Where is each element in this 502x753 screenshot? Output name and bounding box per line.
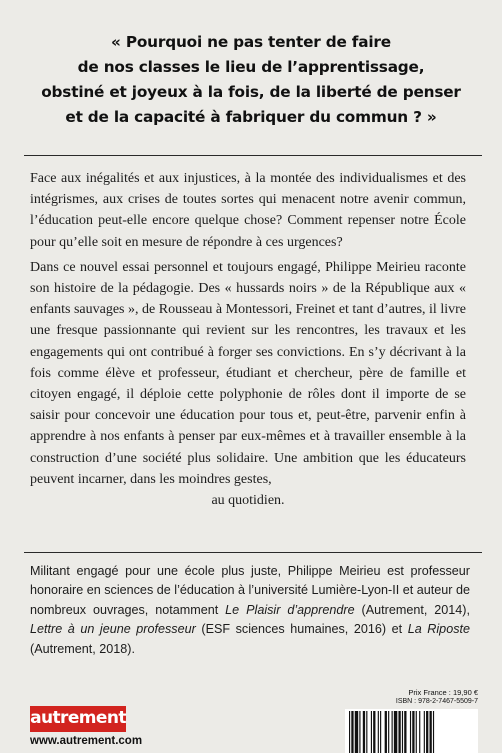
publisher-url[interactable]: www.autrement.com (30, 735, 143, 747)
bio-text-2: (Autrement, 2014), (354, 602, 470, 617)
bio-text-4: (Autrement, 2018). (30, 641, 135, 656)
blurb-paragraph-1: Face aux inégalités et aux injustices, à la montée des individualismes et des intégrismes, aux crises de toutes sortes qui menacent notre avenir commun, l’éducation peut-elle encore quelque chose? Comment repenser notre École pour qu’elle soit en mesure de répondre à ces urgences? (30, 171, 466, 250)
publisher-logo: autrement (30, 706, 126, 732)
barcode-icon (345, 709, 478, 753)
book-title-1: Le Plaisir d’apprendre (225, 602, 355, 617)
quote-line-4: et de la capacité à fabriquer du commun ? » (65, 108, 437, 126)
pull-quote (28, 30, 474, 130)
blurb-text (30, 168, 466, 511)
quote-line-1: « Pourquoi ne pas tenter de faire (111, 33, 391, 51)
author-bio (30, 562, 470, 659)
blurb-paragraph-2-end: au quotidien. (211, 493, 285, 509)
isbn-label: ISBN : 978-2-7467-5509-7 (395, 698, 478, 705)
quote-line-3: obstiné et joyeux à la fois, de la liberté de penser (41, 83, 461, 101)
price-label: Prix France : 19,90 € (408, 688, 478, 697)
book-title-2: Lettre à un jeune professeur (30, 622, 196, 637)
bio-text-1: Militant engagé pour une école plus juste, Philippe Meirieu est professeur honoraire en sciences de l’éducation à l’université Lumière-Lyon-II et auteur de nombreux ouvrages, notamment (30, 564, 470, 617)
divider-bottom (24, 552, 482, 553)
blurb-paragraph-2: Dans ce nouvel essai personnel et toujours engagé, Philippe Meirieu raconte son histoire de la pédagogie. Des « hussards noirs » de la République aux « enfants sauvages », de Rousseau à Montessori, Freinet et tant d’autres, il livre une fresque passionnante qui revient sur les rencontres, les travaux et les engagements qui ont contribué à forger ses convictions. En s’y décrivant à la fois comme élève et professeur, étudiant et chercheur, père de famille et citoyen engagé, il déploie cette polyphonie de rôles dont il importe de se saisir pour concevoir une éducation pour tous et, peut-être, parvenir enfin à apprendre à nos enfants à penser par eux-mêmes et à travailler ensemble à la construction d’une société plus solidaire. Une ambition que les éducateurs peuvent incarner, dans les moindres gestes, (30, 259, 466, 487)
book-title-3: La Riposte (407, 622, 470, 637)
bio-text-3: (ESF sciences humaines, 2016) et (195, 622, 408, 637)
quote-line-2: de nos classes le lieu de l’apprentissage, (77, 58, 425, 76)
divider-top (24, 155, 482, 156)
